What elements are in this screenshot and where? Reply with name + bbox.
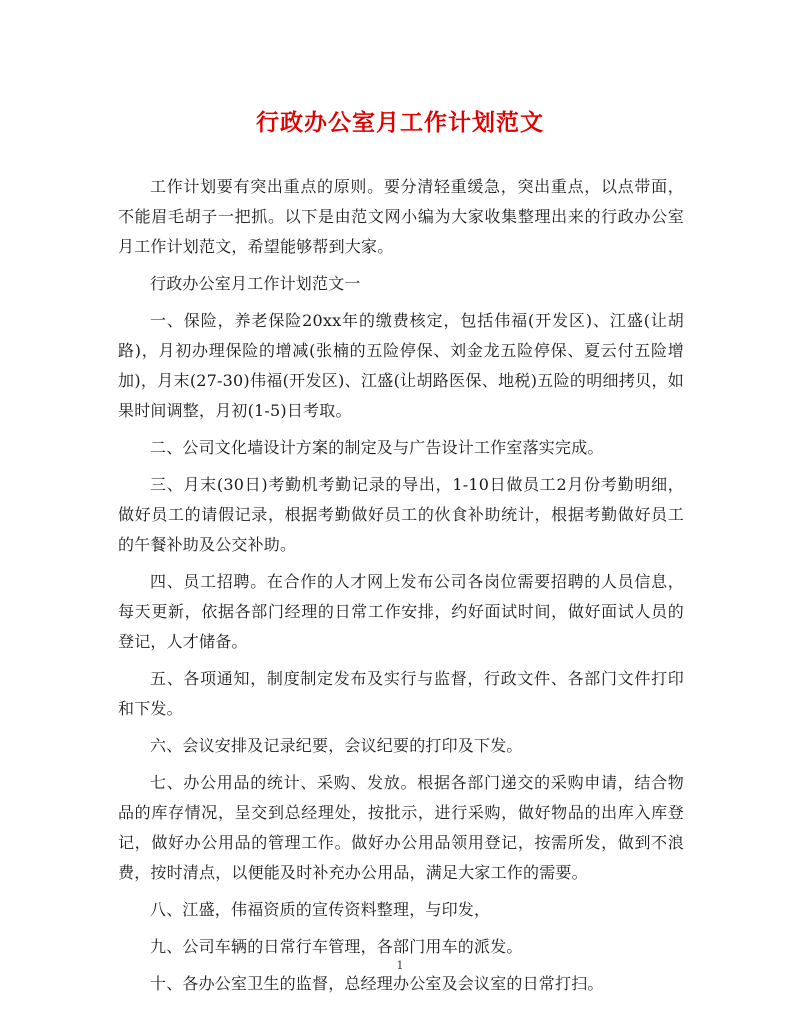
list-item: 六、会议安排及记录纪要，会议纪要的打印及下发。 <box>150 736 523 755</box>
section-heading: 行政办公室月工作计划范文一 <box>150 274 361 293</box>
list-item: 二、公司文化墙设计方案的制定及与广告设计工作室落实完成。 <box>150 438 604 457</box>
list-item: 七、办公用品的统计、采购、发放。根据各部门递交的采购申请，结合物品的库存情况，呈交到总经理处，按批示，进行采购，做好物品的出库入库登记，做好办公用品的管理工作。做好办公用品领用登记，按需所发，做到不浪费，按时清点，以便能及时补充办公用品，满足大家工作的需要。 <box>118 773 684 882</box>
list-item: 八、江盛，伟福资质的宣传资料整理，与印发， <box>150 900 491 919</box>
list-item: 十、各办公室卫生的监督，总经理办公室及会议室的日常打扫。 <box>150 974 604 993</box>
document-body <box>118 172 684 999</box>
page-number: 1 <box>396 959 404 972</box>
list-item: 五、各项通知，制度制定发布及实行与监督，行政文件、各部门文件打印和下发。 <box>118 669 684 718</box>
list-item: 一、保险，养老保险20xx年的缴费核定，包括伟福(开发区)、江盛(让胡路)，月初办理保险的增减(张楠的五险停保、刘金龙五险停保、夏云付五险增加)，月末(27-30)伟福(开发区)、江盛(让胡路医保、地税)五险的明细拷贝，如果时间调整，月初(1-5)日考取。 <box>118 311 684 420</box>
list-item: 九、公司车辆的日常行车管理，各部门用车的派发。 <box>150 937 523 956</box>
intro-paragraph: 工作计划要有突出重点的原则。要分清轻重缓急，突出重点，以点带面，不能眉毛胡子一把抓。以下是由范文网小编为大家收集整理出来的行政办公室月工作计划范文，希望能够帮到大家。 <box>118 177 684 256</box>
list-item: 三、月末(30日)考勤机考勤记录的导出，1-10日做员工2月份考勤明细，做好员工的请假记录，根据考勤做好员工的伙食补助统计，根据考勤做好员工的午餐补助及公交补助。 <box>118 475 684 554</box>
list-item: 四、员工招聘。在合作的人才网上发布公司各岗位需要招聘的人员信息，每天更新，依据各部门经理的日常工作安排，约好面试时间，做好面试人员的登记，人才储备。 <box>118 572 684 651</box>
document-title: 行政办公室月工作计划范文 <box>256 110 544 136</box>
